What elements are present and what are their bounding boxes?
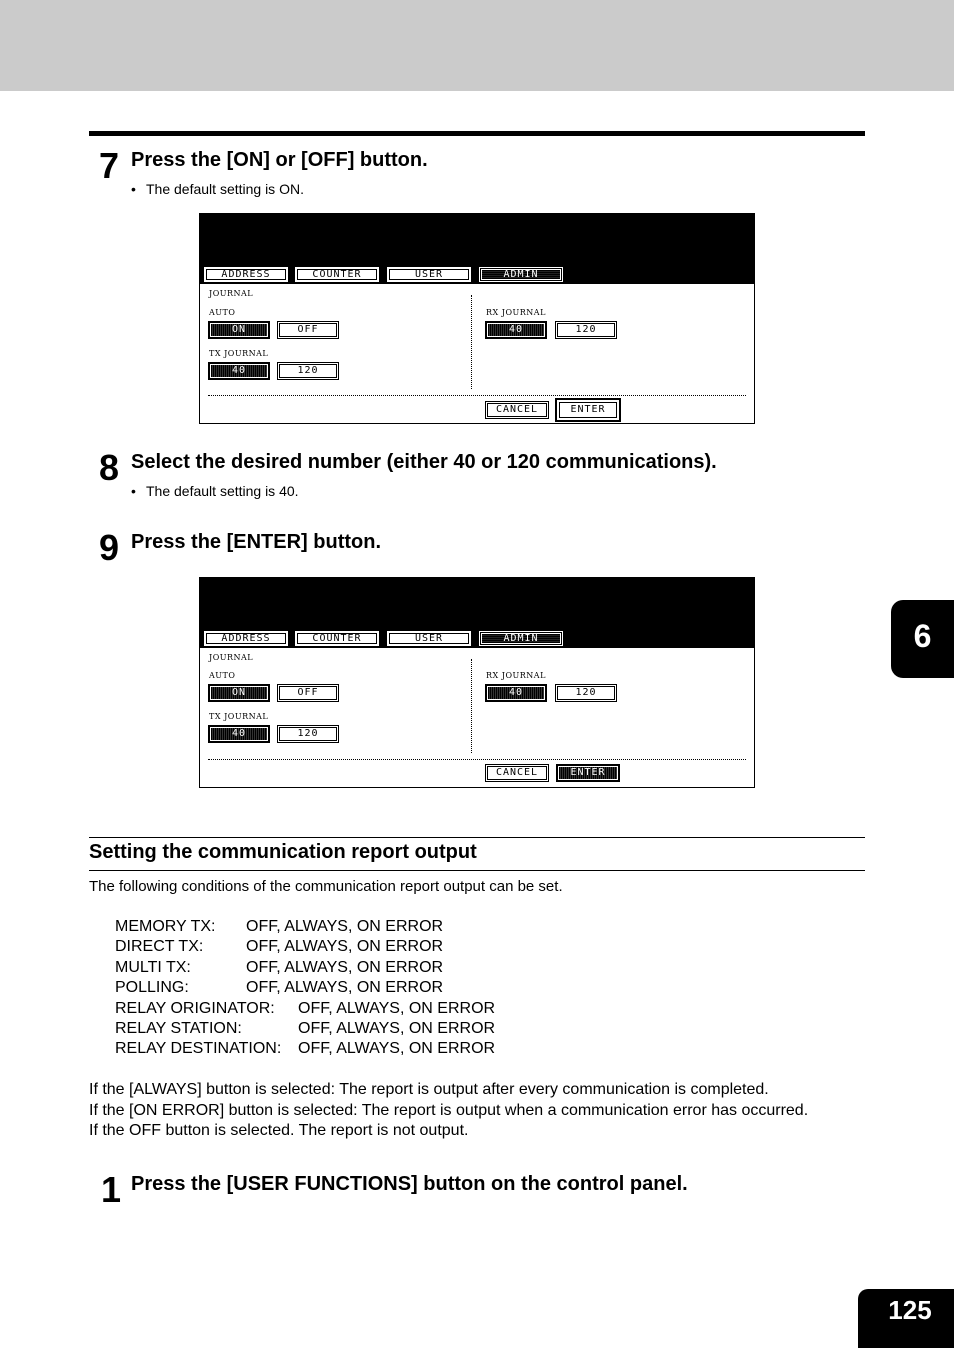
- enter-button[interactable]: ENTER: [556, 764, 620, 782]
- enter-button[interactable]: ENTER: [555, 398, 621, 422]
- step-number-7: 7: [99, 145, 119, 186]
- step-7-note: • The default setting is ON.: [131, 181, 304, 197]
- journal-label: JOURNAL: [209, 653, 254, 662]
- auto-label: AUTO: [209, 671, 236, 680]
- step-8-heading: Select the desired number (either 40 or 120 communications).: [131, 451, 717, 473]
- section-intro: The following conditions of the communication report output can be set.: [89, 878, 563, 895]
- tab-address[interactable]: ADDRESS: [204, 267, 288, 282]
- chapter-tab: 6: [891, 600, 954, 678]
- step-1-heading: Press the [USER FUNCTIONS] button on the control panel.: [131, 1173, 688, 1195]
- rx-journal-label: RX JOURNAL: [486, 308, 546, 317]
- admin-journal-panel-1: [199, 213, 755, 424]
- tx-120-button[interactable]: 120: [277, 725, 339, 743]
- auto-on-button[interactable]: ON: [208, 684, 270, 702]
- note-off: If the OFF button is selected. The report is not output.: [89, 1122, 469, 1139]
- auto-label: AUTO: [209, 308, 236, 317]
- step-number-1: 1: [101, 1169, 121, 1210]
- header-band: [0, 0, 954, 91]
- tab-counter[interactable]: COUNTER: [295, 267, 379, 282]
- journal-label: JOURNAL: [209, 289, 254, 298]
- tab-user[interactable]: USER: [387, 631, 471, 646]
- step-number-8: 8: [99, 447, 119, 488]
- section-rule-bottom: [89, 870, 865, 871]
- section-rule-top: [89, 837, 865, 838]
- step-9-heading: Press the [ENTER] button.: [131, 531, 382, 553]
- tab-address[interactable]: ADDRESS: [204, 631, 288, 646]
- section-title: Setting the communication report output: [89, 841, 477, 863]
- rx-40-button[interactable]: 40: [485, 321, 547, 339]
- rx-120-button[interactable]: 120: [555, 684, 617, 702]
- step-7-heading: Press the [ON] or [OFF] button.: [131, 149, 428, 171]
- rx-journal-label: RX JOURNAL: [486, 671, 546, 680]
- admin-journal-panel-2: [199, 577, 755, 788]
- tx-120-button[interactable]: 120: [277, 362, 339, 380]
- tx-journal-label: TX JOURNAL: [209, 712, 269, 721]
- auto-on-button[interactable]: ON: [208, 321, 270, 339]
- rx-120-button[interactable]: 120: [555, 321, 617, 339]
- tab-admin[interactable]: ADMIN: [479, 631, 563, 646]
- section-top-rule: [89, 131, 865, 136]
- rx-40-button[interactable]: 40: [485, 684, 547, 702]
- panel-footer-divider: [208, 395, 746, 396]
- tx-journal-label: TX JOURNAL: [209, 349, 269, 358]
- page-number-tab: 125: [858, 1289, 954, 1348]
- panel-footer-divider: [208, 759, 746, 760]
- tab-counter[interactable]: COUNTER: [295, 631, 379, 646]
- auto-off-button[interactable]: OFF: [277, 321, 339, 339]
- step-8-note: • The default setting is 40.: [131, 483, 299, 499]
- cancel-button[interactable]: CANCEL: [485, 401, 549, 419]
- auto-off-button[interactable]: OFF: [277, 684, 339, 702]
- note-always: If the [ALWAYS] button is selected: The report is output after every communication is completed.: [89, 1081, 769, 1098]
- step-number-9: 9: [99, 527, 119, 568]
- tx-40-button[interactable]: 40: [208, 725, 270, 743]
- cancel-button[interactable]: CANCEL: [485, 764, 549, 782]
- tab-admin[interactable]: ADMIN: [479, 267, 563, 282]
- tx-40-button[interactable]: 40: [208, 362, 270, 380]
- tab-user[interactable]: USER: [387, 267, 471, 282]
- panel-divider: [471, 295, 472, 389]
- note-on-error: If the [ON ERROR] button is selected: The report is output when a communication error has occurred.: [89, 1102, 809, 1119]
- panel-divider: [471, 659, 472, 753]
